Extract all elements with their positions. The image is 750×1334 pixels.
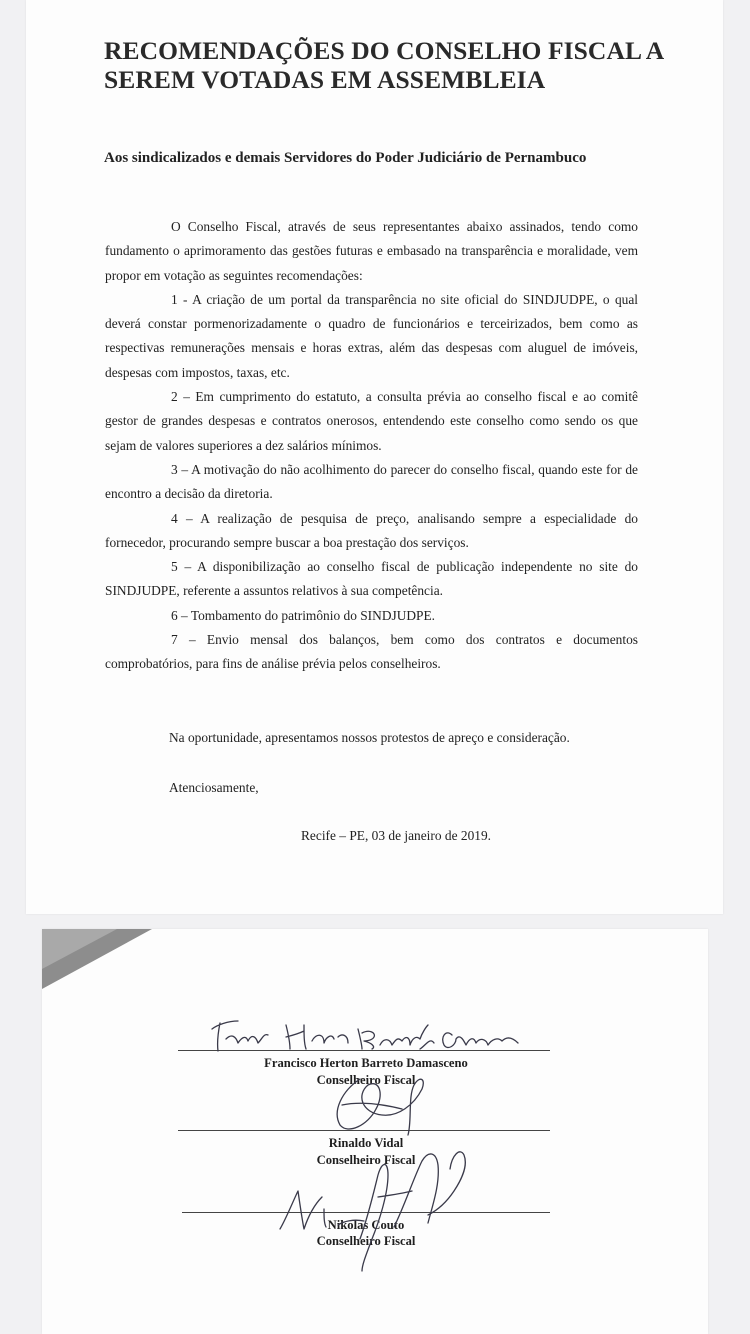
handwritten-signatures: [42, 929, 708, 1334]
closing-sentence: Na oportunidade, apresentamos nossos protestos de apreço e consideração.: [169, 730, 570, 745]
document-title: [104, 36, 704, 94]
handwritten-signature-2: [337, 1079, 423, 1135]
paragraph-intro: O Conselho Fiscal, através de seus representantes abaixo assinados, tendo como fundamento o aprimoramento das gestões futuras e embasado na transparência e moralidade, vem propor em votação as seguintes recomendações:: [105, 219, 638, 283]
greeting: Atenciosamente,: [169, 780, 259, 795]
signer-name-3: Nikolas Couto: [327, 1218, 405, 1232]
paragraph-item-2: 2 – Em cumprimento do estatuto, a consulta prévia ao conselho fiscal e ao comitê gestor de grandes despesas e contratos onerosos, entendendo este conselho como sendo os que sejam de valores superiores a dez salários mínimos.: [105, 389, 638, 453]
signer-role-2: Conselheiro Fiscal: [316, 1153, 416, 1167]
paragraph-item-3: 3 – A motivação do não acolhimento do parecer do conselho fiscal, quando este for de encontro a decisão da diretoria.: [105, 461, 638, 502]
signer-role-3: Conselheiro Fiscal: [316, 1234, 416, 1248]
title-line-2: SEREM VOTADAS EM ASSEMBLEIA: [104, 65, 546, 94]
document-body: [105, 215, 638, 677]
title-line-1: RECOMENDAÇÕES DO CONSELHO FISCAL A: [104, 36, 665, 65]
document-page-1: [26, 0, 723, 914]
handwritten-signature-1: [212, 1021, 518, 1051]
document-subtitle: Aos sindicalizados e demais Servidores do Poder Judiciário de Pernambuco: [104, 150, 587, 166]
paragraph-item-1: 1 - A criação de um portal da transparência no site oficial do SINDJUDPE, o qual deverá constar pormenorizadamente o quadro de funcionários e terceirizados, bem como as respectivas remunerações mensais e horas extras, além das despesas com aluguel de imóveis, despesas com impostos, taxas, etc.: [105, 291, 638, 380]
handwritten-signature-3: [280, 1152, 465, 1271]
document-page-2: [42, 929, 708, 1334]
paragraph-item-6: 6 – Tombamento do patrimônio do SINDJUDPE.: [171, 607, 436, 623]
paragraph-item-5: 5 – A disponibilização ao conselho fiscal de publicação independente no site do SINDJUDPE, referente a assuntos relativos à sua competência.: [105, 559, 638, 599]
paragraph-item-4: 4 – A realização de pesquisa de preço, analisando sempre a especialidade do fornecedor, procurando sempre buscar a boa prestação dos serviços.: [105, 510, 638, 550]
paragraph-item-7: 7 – Envio mensal dos balanços, bem como dos contratos e documentos comprobatórios, para fins de análise prévia pelos conselheiros.: [105, 632, 638, 672]
signer-name-1: Francisco Herton Barreto Damasceno: [264, 1056, 468, 1070]
date-line: Recife – PE, 03 de janeiro de 2019.: [301, 828, 492, 843]
signer-role-1: Conselheiro Fiscal: [316, 1073, 416, 1087]
signer-name-2: Rinaldo Vidal: [328, 1136, 404, 1150]
